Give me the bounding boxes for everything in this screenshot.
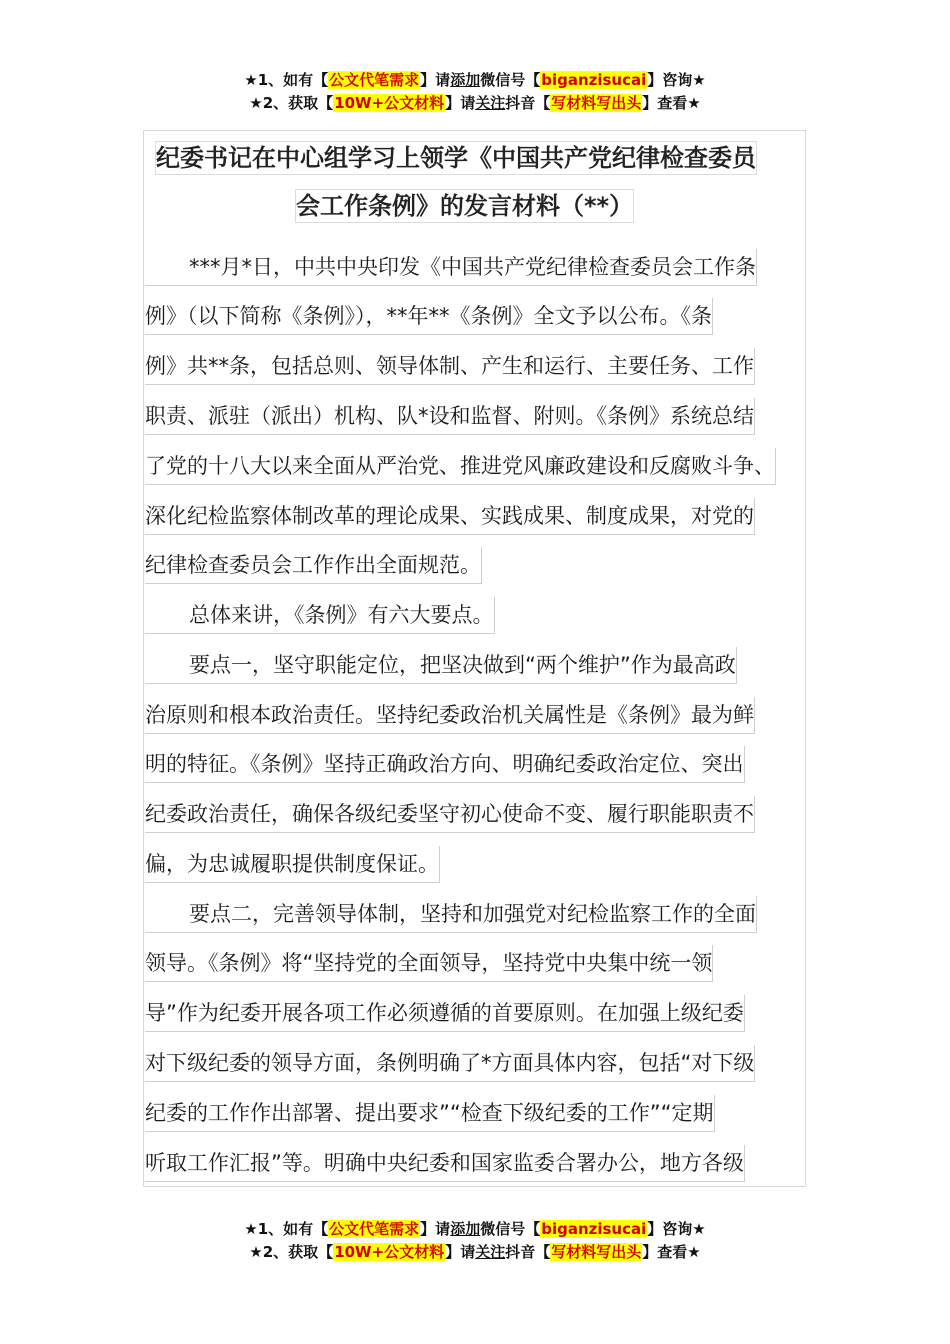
- doc-title-line-2: 会工作条例》的发言材料（**）: [295, 189, 634, 223]
- banner-line-1: ★1、如有【公文代笔需求】请添加微信号【biganzisucai】咨询★: [244, 1220, 706, 1238]
- top-promo-banner: [0, 69, 950, 115]
- body-line: 职责、派驻（派出）机构、队*设和监督、附则。《条例》系统总结: [145, 398, 755, 435]
- body-line: 纪委的工作作出部署、提出要求”“检查下级纪委的工作”“定期: [145, 1095, 715, 1132]
- highlight-text: 公文代笔需求: [329, 1220, 420, 1238]
- douyin-account: 写材料写出头: [551, 94, 642, 112]
- highlight-text: 10W+公文材料: [334, 94, 445, 112]
- body-line: ***月*日，中共中央印发《中国共产党纪律检查委员会工作条: [145, 249, 757, 286]
- douyin-account: 写材料写出头: [551, 1243, 642, 1261]
- body-line: 对下级纪委的领导方面，条例明确了*方面具体内容，包括“对下级: [145, 1045, 755, 1082]
- highlight-text: 公文代笔需求: [329, 71, 420, 89]
- banner-line-1: ★1、如有【公文代笔需求】请添加微信号【biganzisucai】咨询★: [244, 71, 706, 89]
- doc-title-line-1: 纪委书记在中心组学习上领学《中国共产党纪律检查委员: [155, 141, 757, 175]
- body-line: 领导。《条例》将“坚持党的全面领导，坚持党中央集中统一领: [145, 945, 713, 982]
- highlight-text: 10W+公文材料: [334, 1243, 445, 1261]
- body-line: 导”作为纪委开展各项工作必须遵循的首要原则。在加强上级纪委: [145, 995, 745, 1032]
- wechat-id: biganzisucai: [541, 71, 647, 89]
- body-line: 明的特征。《条例》坚持正确政治方向、明确纪委政治定位、突出: [145, 746, 745, 783]
- body-line: 要点一，坚守职能定位，把坚决做到“两个维护”作为最高政: [145, 647, 737, 684]
- bottom-promo-banner: [0, 1218, 950, 1264]
- body-line: 偏，为忠诚履职提供制度保证。: [145, 846, 440, 883]
- body-line: 了党的十八大以来全面从严治党、推进党风廉政建设和反腐败斗争、: [145, 448, 776, 485]
- body-line: 纪委政治责任，确保各级纪委坚守初心使命不变、履行职能职责不: [145, 796, 755, 833]
- body-line: 纪律检查委员会工作作出全面规范。: [145, 547, 482, 584]
- body-line: 例》共**条，包括总则、领导体制、产生和运行、主要任务、工作: [145, 348, 755, 385]
- body-line: 总体来讲，《条例》有六大要点。: [145, 597, 495, 634]
- body-line: 治原则和根本政治责任。坚持纪委政治机关属性是《条例》最为鲜: [145, 697, 755, 734]
- body-line: 例》（以下简称《条例》），**年**《条例》全文予以公布。《条: [145, 298, 713, 335]
- banner-line-2: ★2、获取【10W+公文材料】请关注抖音【写材料写出头】查看★: [249, 94, 701, 112]
- body-line: 听取工作汇报”等。明确中央纪委和国家监委合署办公，地方各级: [145, 1145, 745, 1182]
- body-line: 要点二，完善领导体制，坚持和加强党对纪检监察工作的全面: [145, 896, 757, 933]
- banner-line-2: ★2、获取【10W+公文材料】请关注抖音【写材料写出头】查看★: [249, 1243, 701, 1261]
- wechat-id: biganzisucai: [541, 1220, 647, 1238]
- body-line: 深化纪检监察体制改革的理论成果、实践成果、制度成果，对党的: [145, 498, 755, 535]
